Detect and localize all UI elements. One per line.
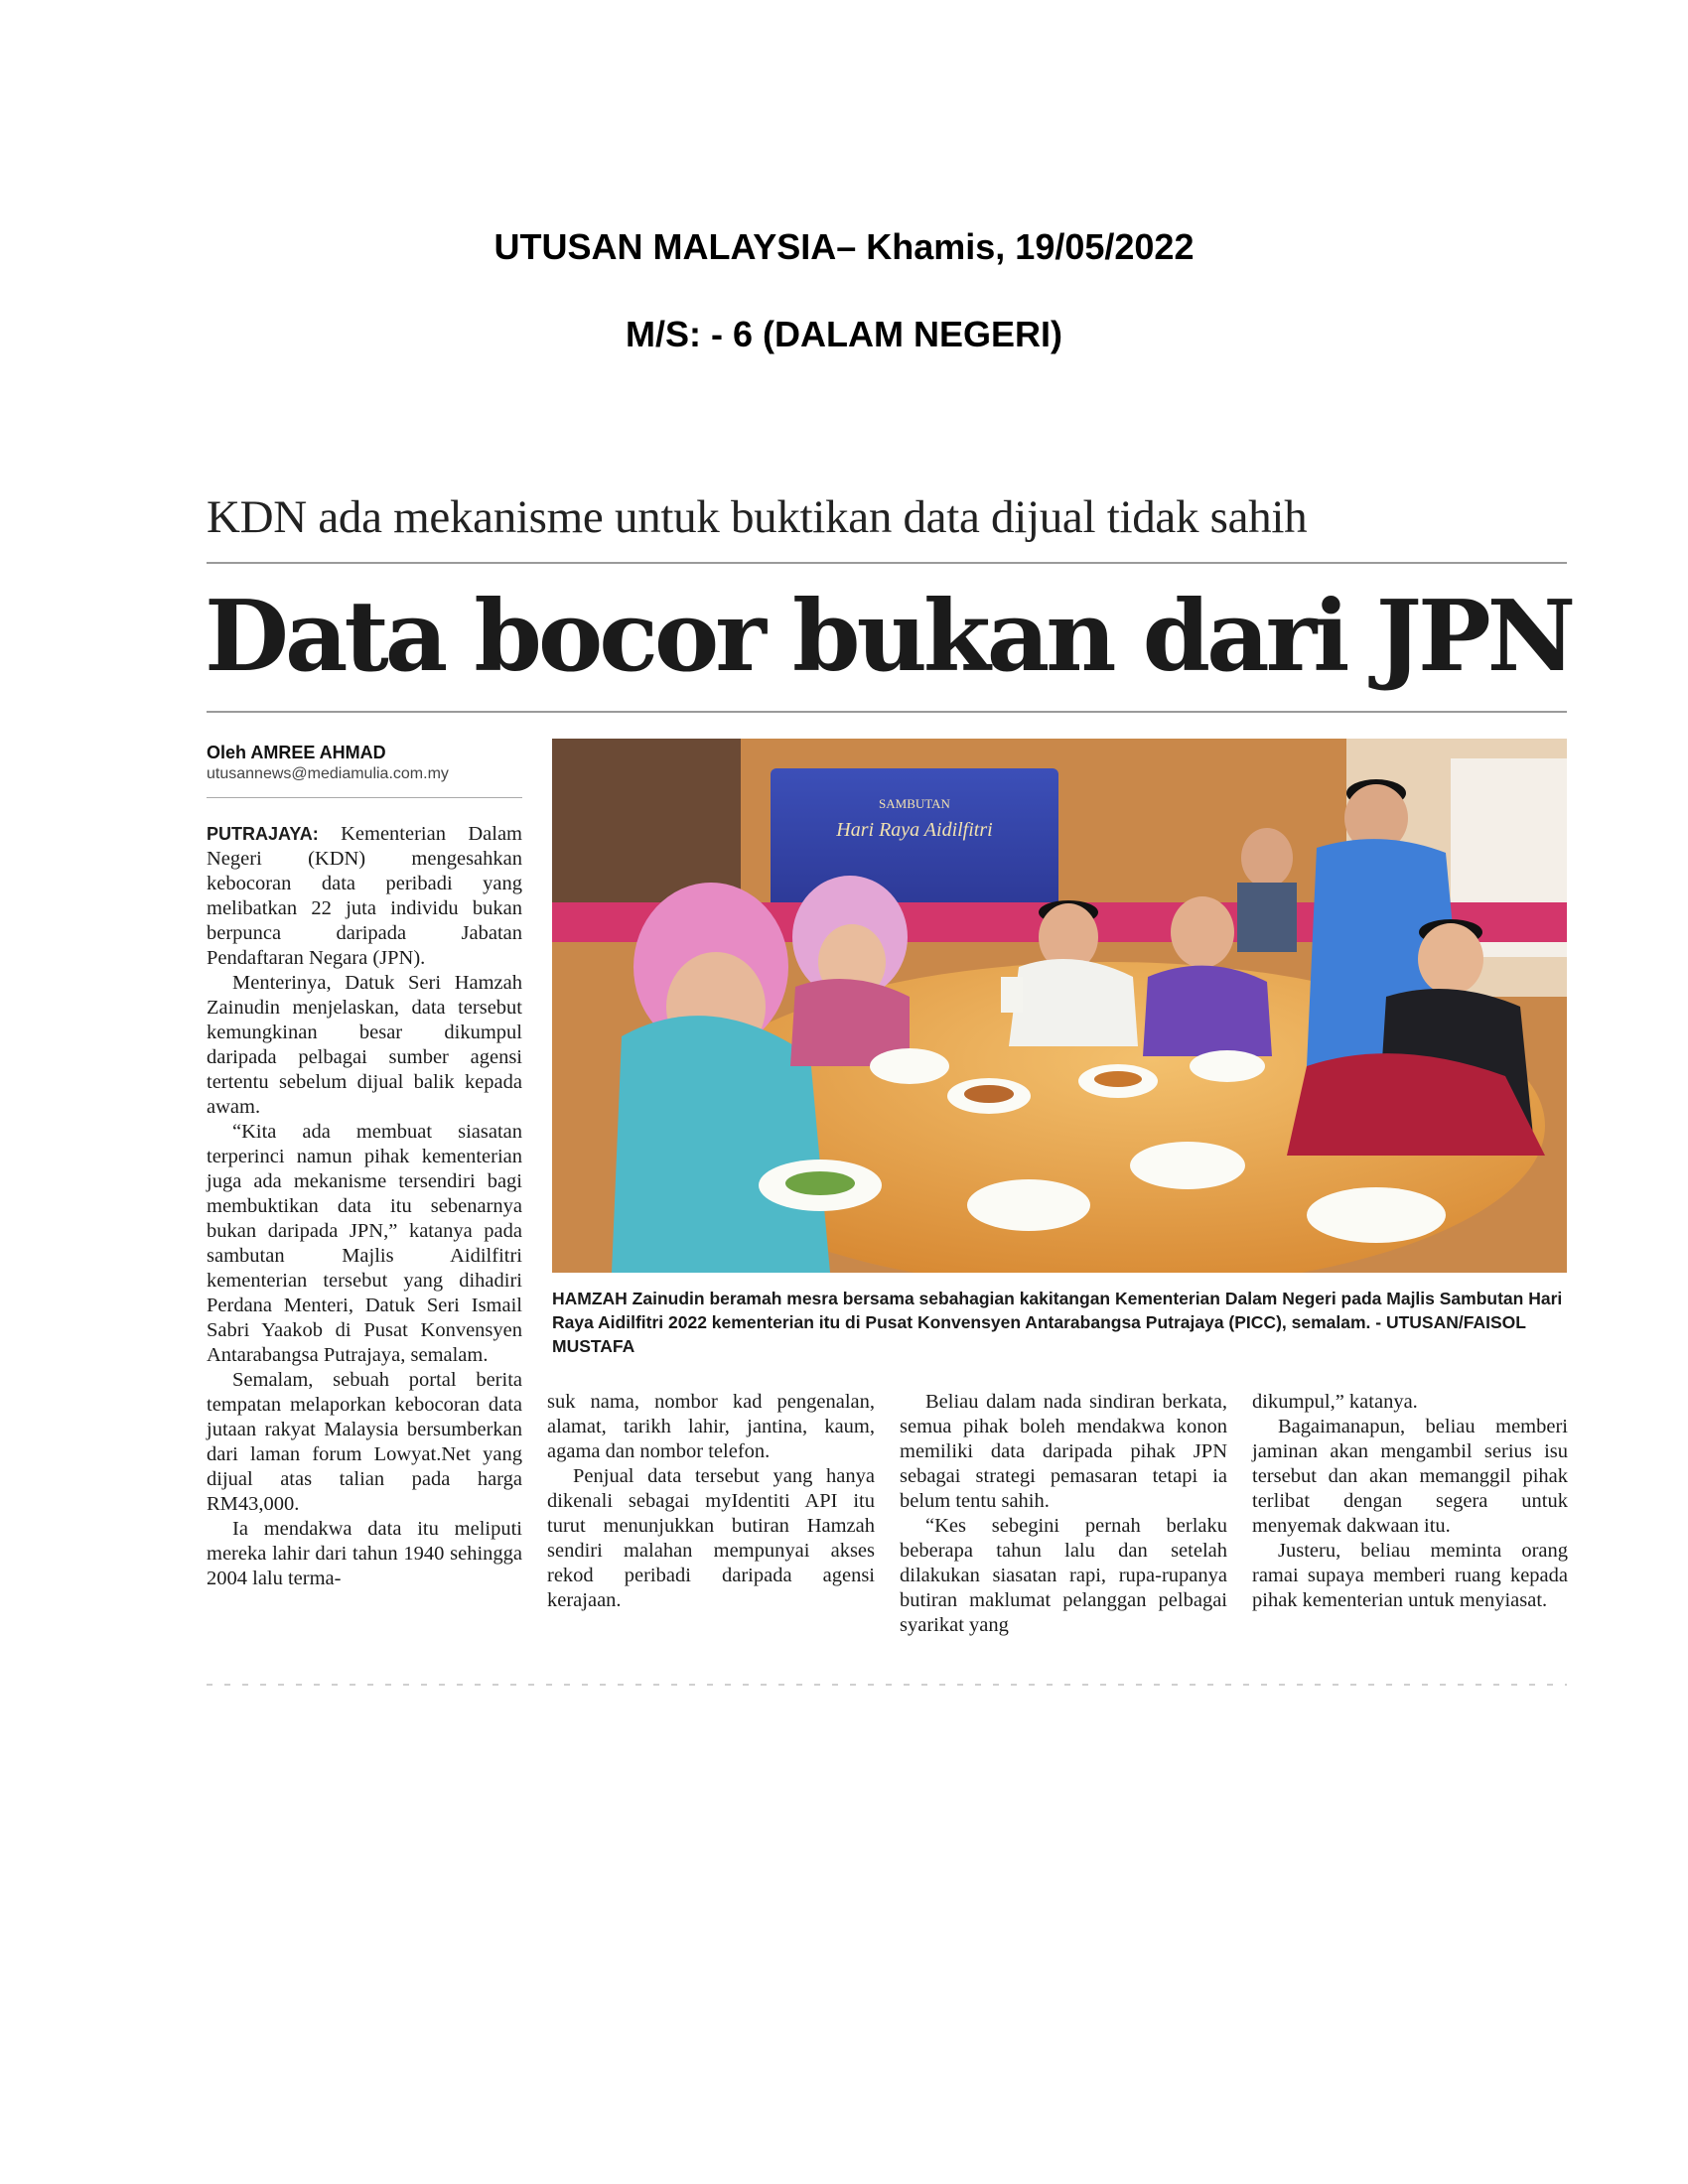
article-photo [552, 739, 1567, 1273]
byline [207, 743, 534, 783]
article-column-4 [1252, 1390, 1568, 1613]
banner-title: SAMBUTAN [879, 796, 950, 811]
masthead-publication-date: UTUSAN MALAYSIA– Khamis, 19/05/2022 [493, 226, 1195, 267]
article-paragraph: dikumpul,” katanya. [1252, 1391, 1418, 1413]
article-paragraph: Semalam, sebuah portal berita tempatan melaporkan kebocoran data jutaan rakyat Malaysia bersumberkan dari laman forum Lowyat.Net yang dijual atas talian pada harga RM43,000. [207, 1369, 522, 1515]
byline-divider [207, 797, 522, 798]
article-paragraph: “Kita ada membuat siasatan terperinci namun pihak kementerian juga ada mekanisme tersendiri bagi membuktikan data itu sebenarnya bukan daripada JPN,” katanya pada sambutan Majlis Aidilfitri kementerian tersebut yang dihadiri Perdana Menteri, Datuk Seri Ismail Sabri Yaakob di Pusat Konvensyen Antarabangsa Putrajaya, semalam. [207, 1121, 522, 1366]
article-column-3 [900, 1390, 1227, 1638]
article-column-1 [207, 822, 522, 1591]
headline-divider [207, 711, 1567, 713]
article-paragraph: Bagaimanapun, beliau memberi jaminan akan mengambil serius isu tersebut dan akan memanggil pihak terlibat dengan segera untuk menyemak dakwaan itu. [1252, 1416, 1568, 1537]
dateline: PUTRAJAYA: [207, 824, 319, 844]
article-paragraph: “Kes sebegini pernah berlaku beberapa tahun lalu dan setelah dilakukan siasatan rapi, rupa-rupanya butiran maklumat pelanggan pelbagai syarikat yang [900, 1515, 1227, 1636]
kicker-divider [207, 562, 1567, 564]
article-paragraph: Menterinya, Datuk Seri Hamzah Zainudin menjelaskan, data tersebut kemungkinan besar dikumpul daripada pelbagai sumber agensi tertentu sebelum dijual balik kepada awam. [207, 972, 522, 1118]
masthead-page-section: M/S: - 6 (DALAM NEGERI) [626, 314, 1062, 354]
byline-author: Oleh AMREE AHMAD [207, 743, 386, 762]
article-paragraph: PUTRAJAYA: Kementerian Dalam Negeri (KDN) mengesahkan kebocoran data peribadi yang melibatkan 22 juta individu bukan berpunca daripada Jabatan Pendaftaran Negara (JPN). [207, 823, 522, 969]
bottom-scan-noise [207, 1684, 1567, 1686]
article-paragraph: Justeru, beliau meminta orang ramai supaya memberi ruang kepada pihak kementerian untuk menyiasat. [1252, 1540, 1568, 1611]
article-headline: Data bocor bukan dari JPN [205, 580, 1573, 694]
photo-caption: HAMZAH Zainudin beramah mesra bersama sebahagian kakitangan Kementerian Dalam Negeri pada Majlis Sambutan Hari Raya Aidilfitri 2022 kementerian itu di Pusat Konvensyen Antarabangsa Putrajaya (PICC), semalam. - UTUSAN/FAISOL MUSTAFA [552, 1289, 1563, 1356]
article-column-2 [547, 1390, 875, 1613]
article-kicker: KDN ada mekanisme untuk buktikan data dijual tidak sahih [207, 491, 1308, 543]
article-paragraph: Beliau dalam nada sindiran berkata, semua pihak boleh mendakwa konon memiliki data daripada pihak JPN sebagai strategi pemasaran tetapi ia belum tentu sahih. [900, 1391, 1227, 1512]
banner-subtitle: Hari Raya Aidilfitri [836, 819, 993, 841]
article-paragraph: Ia mendakwa data itu meliputi mereka lahir dari tahun 1940 sehingga 2004 lalu terma- [207, 1518, 522, 1589]
photo-illustration [552, 739, 1567, 1273]
byline-email: utusannews@mediamulia.com.my [207, 765, 449, 782]
article-paragraph: Penjual data tersebut yang hanya dikenali sebagai myIdentiti API itu turut menunjukkan butiran Hamzah sendiri malahan mempunyai akses rekod peribadi daripada agensi kerajaan. [547, 1465, 875, 1611]
article-paragraph: suk nama, nombor kad pengenalan, alamat, tarikh lahir, jantina, kaum, agama dan nombor telefon. [547, 1391, 875, 1462]
